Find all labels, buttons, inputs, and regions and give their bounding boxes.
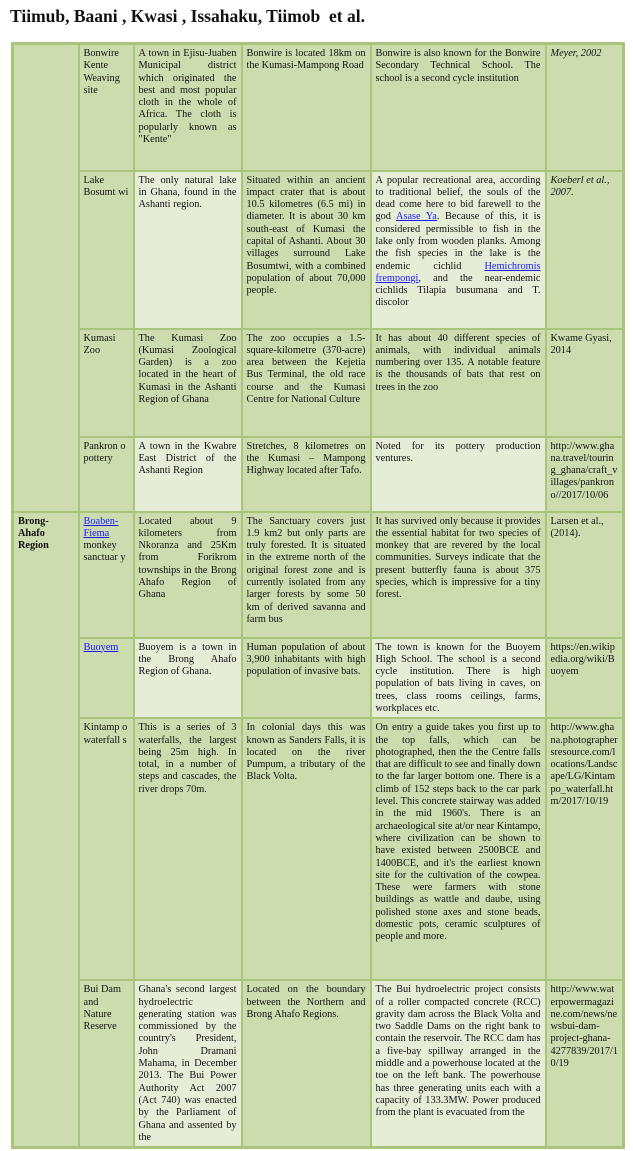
- tourist-sites-table: [11, 42, 625, 1149]
- text-segment: Lake Bosumt wi: [83, 174, 129, 198]
- description-cell: [134, 437, 242, 512]
- location-cell: [242, 638, 371, 719]
- location-cell: [242, 171, 371, 329]
- source-cell: http://www.waterpowermagazine.com/news/newsbui-dam-project-ghana-4277839/2017/10/19: [546, 980, 624, 1147]
- text-segment: Located about 9 kilometers from Nkoranza and 25Km from Forikrom townships in the Brong Ahafo Region of Ghana: [138, 515, 237, 601]
- text-segment: On entry a guide takes you first up to the top falls, which can be photographed, then the the Centre falls that are difficult to see and finally down to the far larger bottom one. There is a climb of 152 steps back to the car park level. This concrete stairway was added in the mid 1960's. There is an archaeological site at/or near Kintampo, where civilization can be shown to have existed between 2500BCE and 1400BCE, and it's the earliest known site for the cultivation of the cowpea. These were farmers with stone buildings as wattle and daube, using polished stone axes and stone beads, domestic pots, ceramic sculptures of people and more.: [375, 722, 541, 943]
- text-segment: monkey sanctuar y: [83, 540, 126, 564]
- region-cell: Brong-Ahafo Region: [13, 512, 79, 1148]
- site-name-cell: [79, 44, 134, 171]
- location-cell: [242, 44, 371, 171]
- text-segment: A town in Ejisu-Juaben Municipal district which originated the best and most popular cloth in the whole of Africa. The cloth is popularly known as "Kente": [138, 48, 237, 146]
- site-name-cell: [79, 437, 134, 512]
- notes-cell: [371, 980, 546, 1147]
- text-segment: Noted for its pottery production ventures.: [375, 440, 541, 464]
- description-cell: [134, 44, 242, 171]
- location-cell: [242, 718, 371, 980]
- description-cell: [134, 512, 242, 638]
- description-cell: [134, 718, 242, 980]
- hyperlink[interactable]: Hemichromis frempongi: [375, 260, 541, 284]
- text-segment: Located on the boundary between the Northern and Brong Ahafo Regions.: [246, 984, 366, 1020]
- hyperlink[interactable]: Boaben-Fiema: [83, 515, 119, 539]
- notes-cell: [371, 512, 546, 638]
- source-cell: Meyer, 2002: [546, 44, 624, 171]
- text-segment: , and the near-endemic cichlids Tilapia busumana and T. discolor: [375, 272, 541, 309]
- text-segment: A popular recreational area, according to traditional belief, the souls of the dead come here to bid farewell to the god: [375, 174, 541, 223]
- table-row: [13, 512, 624, 638]
- text-segment: It has about 40 different species of animals, with individual animals numbering over 135. A notable feature is the thousands of bats that rest on trees in the zoo: [375, 332, 541, 393]
- table-row: [13, 44, 624, 171]
- source-cell: https://en.wikipedia.org/wiki/Buoyem: [546, 638, 624, 719]
- text-segment: Bonwire Kente Weaving site: [83, 48, 120, 96]
- text-segment: The only natural lake in Ghana, found in the Ashanti region.: [138, 174, 237, 211]
- table-row: [13, 171, 624, 329]
- notes-cell: [371, 44, 546, 171]
- text-segment: Human population of about 3,900 inhabitants with high population of invasive bats.: [246, 641, 366, 678]
- hyperlink[interactable]: Buoyem: [83, 641, 119, 653]
- location-cell: [242, 329, 371, 437]
- source-cell: Larsen et al., (2014).: [546, 512, 624, 638]
- text-segment: Bonwire is located 18km on the Kumasi-Mampong Road: [246, 48, 366, 72]
- notes-cell: [371, 437, 546, 512]
- site-name-cell: [79, 980, 134, 1147]
- running-header: Tiimub, Baani , Kwasi , Issahaku, Tiimob et al.: [10, 6, 365, 26]
- hyperlink[interactable]: Asase Ya: [396, 211, 437, 223]
- text-segment: A town in the Kwabre East District of the Ashanti Region: [138, 440, 237, 477]
- text-segment: The zoo occupies a 1.5-square-kilometre (370-acre) area between the Kejetia Bus Terminal, the old race course and the Kumasi Centre for National Culture: [246, 332, 366, 405]
- description-cell: [134, 329, 242, 437]
- text-segment: The Bui hydroelectric project consists of a roller compacted concrete (RCC) gravity dam across the Black Volta and two Saddle Dams on the right bank to contain the reservoir. The RCC dam has a five-bay spillway arranged in the middle and a powerhouse located at the toe on the left bank. The powerhouse has three generating units each with a capacity of 133.3MW. Power produced from the plant is evacuated from the: [375, 984, 541, 1119]
- description-cell: [134, 980, 242, 1147]
- table-row: [13, 437, 624, 512]
- site-name-cell: [79, 329, 134, 437]
- text-segment: Kintamp o waterfall s: [83, 722, 128, 746]
- table-row: [13, 638, 624, 719]
- table-row: [13, 718, 624, 980]
- description-cell: [134, 171, 242, 329]
- location-cell: [242, 512, 371, 638]
- table-row: [13, 329, 624, 437]
- text-segment: Buoyem is a town in the Brong Ahafo Region of Ghana.: [138, 641, 237, 678]
- site-name-cell: [79, 718, 134, 980]
- text-segment: Bui Dam and Nature Reserve: [83, 984, 121, 1033]
- text-segment: Stretches, 8 kilometres on the Kumasi – Mampong Highway located after Tafo.: [246, 440, 366, 477]
- text-segment: Pankron o pottery: [83, 440, 126, 464]
- text-segment: Kumasi Zoo: [83, 332, 116, 356]
- notes-cell: [371, 329, 546, 437]
- text-segment: Bonwire is also known for the Bonwire Secondary Technical School. The school is a second cycle institution: [375, 48, 541, 84]
- text-segment: It has survived only because it provides the essential habitat for two species of monkey that are revered by the local communities. Surveys indicate that the present butterfly fauna is about 375 species, which is impressive for a tiny forest.: [375, 515, 541, 601]
- location-cell: [242, 437, 371, 512]
- source-cell: http://www.ghana.travel/touring_ghana/craft_villages/pankrono//2017/10/06: [546, 437, 624, 512]
- source-cell: http://www.ghana.photographersresource.com/locations/Landscape/LG/Kintampo_waterfall.htm/2017/10/19: [546, 718, 624, 980]
- notes-cell: [371, 171, 546, 329]
- location-cell: [242, 980, 371, 1147]
- text-segment: Ghana's second largest hydroelectric generating station was commissioned by the country's President, John Dramani Mahama, in December 2013. The Bui Power Authority Act 2007 (Act 740) was enacted by the Parliament of Ghana and assented by the: [138, 984, 237, 1143]
- text-segment: This is a series of 3 waterfalls, the largest being 25m high. In total, in a number of steps and cascades, the river drops 70m.: [138, 722, 237, 795]
- text-segment: The Kumasi Zoo (Kumasi Zoological Garden) is a zoo located in the heart of Kumasi in the Ashanti Region of Ghana: [138, 332, 237, 405]
- site-name-cell: [79, 512, 134, 638]
- text-segment: The town is known for the Buoyem High School. The school is a second cycle institution. There is high population of bats living in caves, on trees, class rooms ceilings, farms, workplaces etc.: [375, 641, 541, 714]
- text-segment: The Sanctuary covers just 1.9 km2 but only parts are truly forested. It is situated in the extreme north of the original forest zone and is currently isolated from any larger forests by some 50 km of derived savanna and farm bus: [246, 515, 366, 625]
- source-cell: Kwame Gyasi, 2014: [546, 329, 624, 437]
- text-segment: In colonial days this was known as Sanders Falls, it is located on the river Pumpum, a tributary of the Black Volta.: [246, 722, 366, 783]
- notes-cell: [371, 718, 546, 980]
- site-name-cell: [79, 638, 134, 719]
- table-row: [13, 980, 624, 1147]
- description-cell: [134, 638, 242, 719]
- site-name-cell: [79, 171, 134, 329]
- region-cell: [13, 44, 79, 512]
- text-segment: Situated within an ancient impact crater that is about 10.5 kilometres (6.5 mi) in diameter. It is about 30 km south-east of Kumasi the capital of Ashanti. About 30 villages surround Lake Bosumtwi, with a combined population of about 70,000 people.: [246, 174, 366, 297]
- text-segment: . Because of this, it is considered permissible to fish in the lake only from wooden planks. Among the fish species in the lake is the endemic cichlid: [375, 211, 541, 272]
- source-cell: Koeberl et al., 2007.: [546, 171, 624, 329]
- notes-cell: [371, 638, 546, 719]
